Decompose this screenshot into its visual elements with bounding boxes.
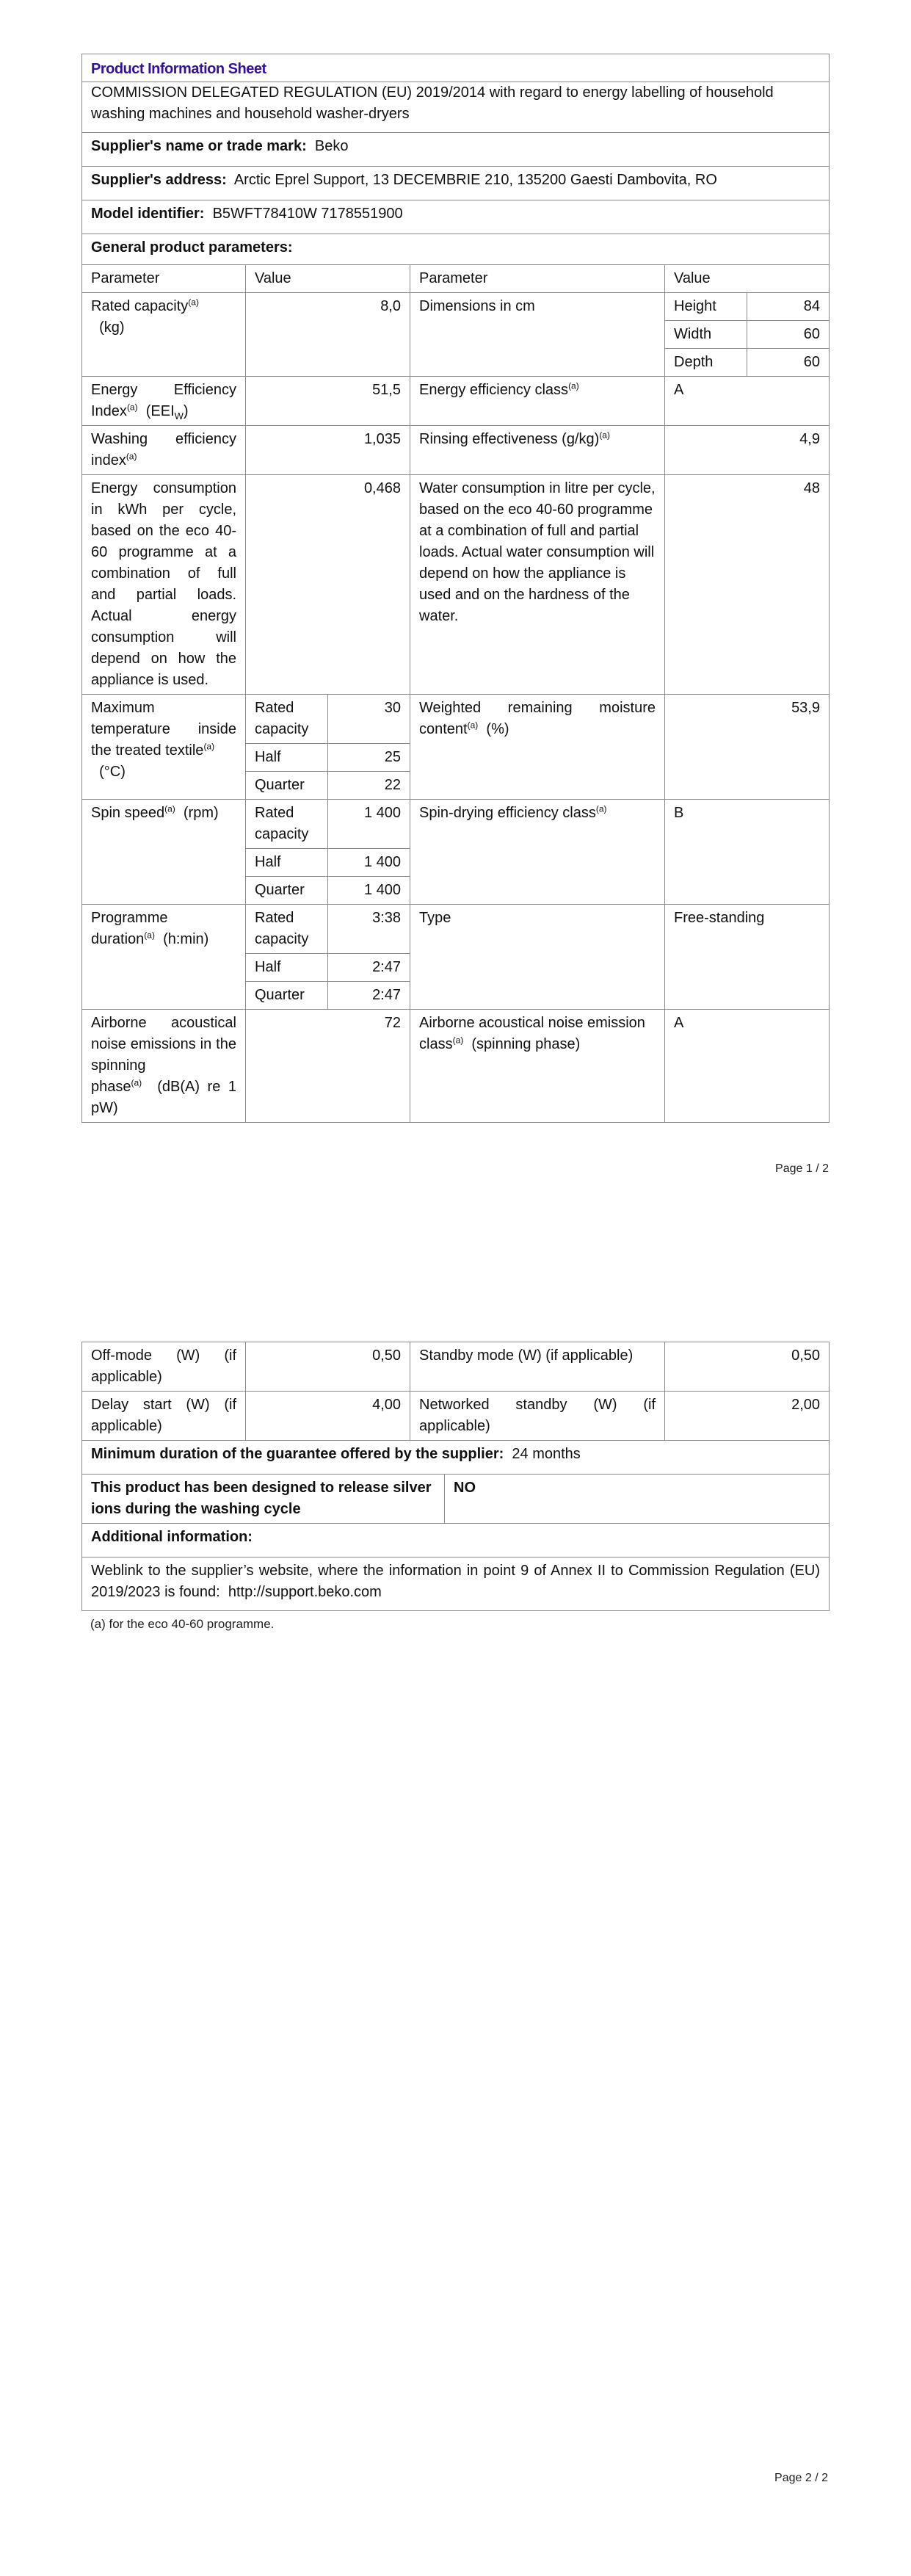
table-row: [82, 905, 830, 1010]
moisture-label: Weighted remaining moisture content$^{(a)}$ (%): [410, 695, 665, 800]
spin-half-value: 1 400: [328, 849, 410, 877]
spin-half-label: Half: [246, 849, 328, 877]
model-identifier-label: Model identifier:: [91, 206, 205, 222]
table-row: [82, 475, 830, 695]
general-params-heading: [82, 234, 830, 265]
temp-rated-label: Rated capacity: [246, 695, 328, 744]
weblink-row: [82, 1557, 830, 1611]
off-mode-value: 0,50: [246, 1342, 410, 1392]
rinsing-value: 4,9: [665, 426, 830, 475]
height-label: Height: [665, 293, 747, 321]
duration-values: [246, 905, 410, 1010]
regulation-text: COMMISSION DELEGATED REGULATION (EU) 2019/2014 with regard to energy labelling of household washing machines and household washer-dryers: [82, 82, 830, 133]
max-temperature-values: [246, 695, 410, 800]
noise-class-value: A: [665, 1010, 830, 1123]
table-row: [82, 800, 830, 905]
temp-quarter-label: Quarter: [246, 772, 328, 800]
table-header-row: [82, 265, 830, 293]
table-row: [82, 377, 830, 426]
model-identifier: B5WFT78410W 7178551900: [212, 206, 403, 222]
delay-start-value: 4,00: [246, 1392, 410, 1441]
footnote: (a) for the eco 40-60 programme.: [90, 1617, 275, 1631]
width-value: 60: [747, 321, 830, 349]
type-value: Free-standing: [665, 905, 830, 1010]
temp-rated-value: 30: [328, 695, 410, 744]
table-row: [82, 293, 830, 377]
washing-efficiency-label: Washing efficiency index$^{(a)}$: [82, 426, 246, 475]
guarantee-row: [82, 1441, 830, 1475]
silver-ions-value: NO: [445, 1475, 830, 1524]
spin-rated-value: 1 400: [328, 800, 410, 849]
table-row: [82, 695, 830, 800]
weblink-url[interactable]: http://support.beko.com: [228, 1584, 382, 1600]
noise-class-label: Airborne acoustical noise emission class$^{(a)}$ (spinning phase): [410, 1010, 665, 1123]
height-value: 84: [747, 293, 830, 321]
supplier-name-label: Supplier's name or trade mark:: [91, 138, 307, 154]
standby-label: Standby mode (W) (if applicable): [410, 1342, 665, 1392]
header-value-1: Value: [246, 265, 410, 293]
spin-class-label: Spin-drying efficiency class$^{(a)}$: [410, 800, 665, 905]
silver-ions-label: This product has been designed to release silver ions during the washing cycle: [82, 1475, 445, 1524]
noise-value: 72: [246, 1010, 410, 1123]
type-label: Type: [410, 905, 665, 1010]
temp-half-value: 25: [328, 744, 410, 772]
temp-quarter-value: 22: [384, 777, 401, 793]
spin-rated-label: Rated capacity: [246, 800, 328, 849]
additional-info-heading: Additional information:: [82, 1524, 830, 1557]
page-title: Product Information Sheet: [82, 54, 830, 82]
header-parameter-2: Parameter: [410, 265, 665, 293]
page-2: [0, 1288, 911, 2576]
page-number-2: Page 2 / 2: [774, 2472, 828, 2484]
rated-capacity-value: 8,0: [246, 293, 410, 377]
supplier-address-label: Supplier's address:: [91, 172, 227, 188]
energy-class-label: Energy efficiency class$^{(a)}$: [410, 377, 665, 426]
rinsing-label: Rinsing effectiveness $(g/kg)^{(a)}$: [410, 426, 665, 475]
energy-class-value: A: [665, 377, 830, 426]
max-temperature-label: Maximum temperature inside the treated textile$^{(a)}$ (°C): [82, 695, 246, 800]
silver-ions-row: [82, 1475, 830, 1524]
duration-half-label: Half: [246, 954, 328, 982]
eei-value: 51,5: [246, 377, 410, 426]
dimensions-values: [665, 293, 830, 377]
supplier-address: Arctic Eprel Support, 13 DECEMBRIE 210, 135200 Gaesti Dambovita, RO: [233, 172, 717, 188]
delay-start-label: Delay start (W) (if applicable): [82, 1392, 246, 1441]
dimensions-label: Dimensions in cm: [410, 293, 665, 377]
washing-efficiency-value: 1,035: [246, 426, 410, 475]
depth-value: 60: [803, 354, 820, 370]
spin-quarter-value: 1 400: [363, 882, 401, 898]
rated-capacity-label: Rated capacity$^{(a)}$ (kg): [82, 293, 246, 377]
table-row: [82, 1392, 830, 1441]
depth-label: Depth: [665, 349, 747, 377]
guarantee-label: Minimum duration of the guarantee offered by the supplier:: [91, 1446, 504, 1462]
width-label: Width: [665, 321, 747, 349]
eei-label: Energy Efficiency Index$^{(a)}$ $(EEI_W)$: [82, 377, 246, 426]
temp-half-label: Half: [246, 744, 328, 772]
duration-quarter-label: Quarter: [246, 982, 328, 1010]
model-identifier-row: [82, 200, 830, 234]
off-mode-label: Off-mode (W) (if applicable): [82, 1342, 246, 1392]
standby-value: 0,50: [665, 1342, 830, 1392]
table-row: [82, 426, 830, 475]
supplier-name-row: [82, 133, 830, 167]
water-consumption-value: 48: [665, 475, 830, 695]
table-row: [82, 1342, 830, 1392]
water-consumption-label: Water consumption in litre per cycle, based on the eco 40-60 programme at a combination of full and partial loads. Actual water consumption will depend on how the appliance is used and on the hardness of the water.: [410, 475, 665, 695]
supplier-name: Beko: [314, 138, 349, 154]
supplier-address-row: [82, 167, 830, 200]
energy-consumption-label: Energy consumption in kWh per cycle, based on the eco 40-60 programme at a combination of full and partial loads. Actual energy consumption will depend on how the appliance is used.: [82, 475, 246, 695]
header-parameter-1: Parameter: [82, 265, 246, 293]
duration-quarter-value: 2:47: [372, 987, 401, 1003]
header-value-2: Value: [665, 265, 830, 293]
duration-label: Programme duration$^{(a)}$ (h:min): [82, 905, 246, 1010]
moisture-value: 53,9: [665, 695, 830, 800]
product-info-table-page1: [81, 54, 830, 1123]
guarantee-value: 24 months: [512, 1446, 581, 1462]
noise-label: Airborne acoustical noise emissions in the spinning phase$^{(a)}$ (dB(A) re 1 pW): [82, 1010, 246, 1123]
networked-standby-label: Networked standby (W) (if applicable): [410, 1392, 665, 1441]
spin-quarter-label: Quarter: [246, 877, 328, 905]
spin-speed-label: Spin speed$^{(a)}$ (rpm): [82, 800, 246, 905]
table-row: [82, 1010, 830, 1123]
duration-rated-label: Rated capacity: [246, 905, 328, 954]
general-params-label: General product parameters:: [91, 239, 293, 256]
energy-consumption-value: 0,468: [246, 475, 410, 695]
weblink-text: Weblink to the supplier’s website, where the information in point 9 of Annex II to Commission Regulation (EU) 2019/2023 is found:: [91, 1563, 821, 1600]
spin-class-value: B: [665, 800, 830, 905]
spin-speed-values: [246, 800, 410, 905]
duration-rated-value: 3:38: [328, 905, 410, 954]
page-number-1: Page 1 / 2: [775, 1162, 829, 1175]
product-info-table-page2: [81, 1342, 830, 1611]
duration-half-value: 2:47: [328, 954, 410, 982]
networked-standby-value: 2,00: [665, 1392, 830, 1441]
